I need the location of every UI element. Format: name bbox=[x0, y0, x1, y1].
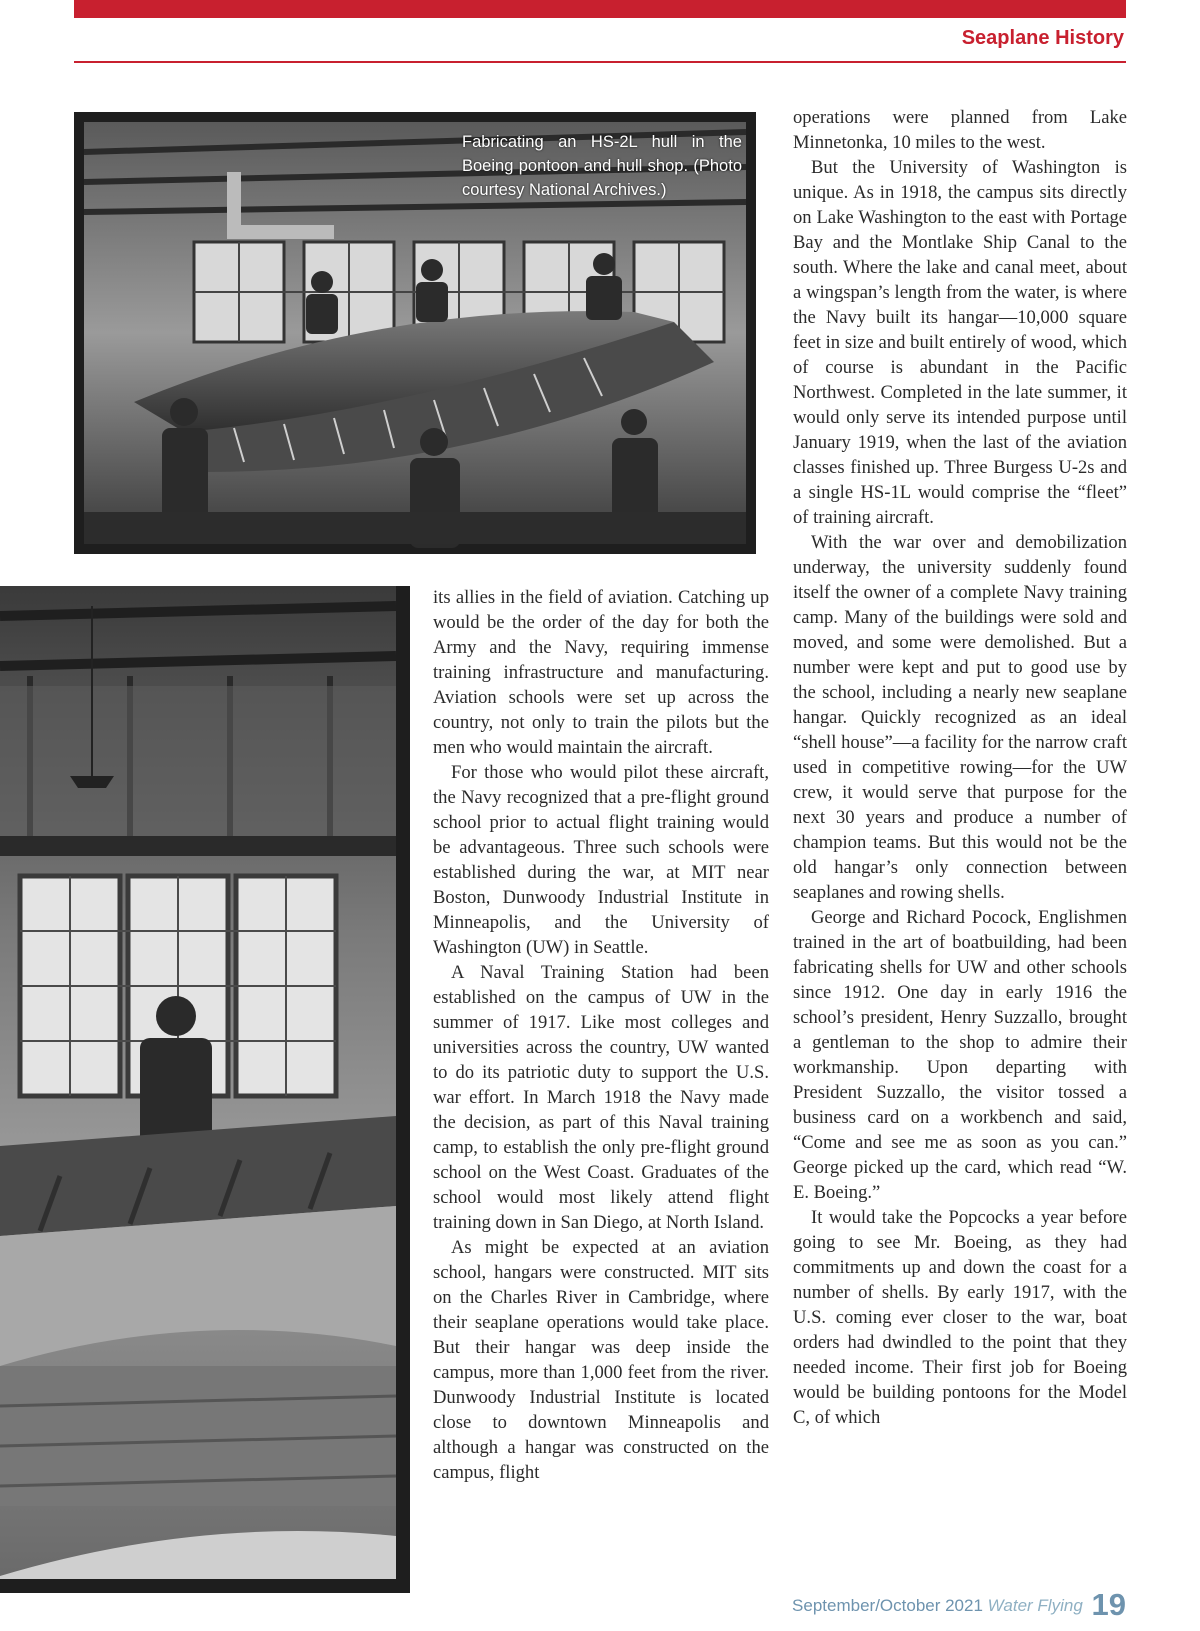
paragraph: George and Richard Pocock, Englishmen trained in the art of boatbuilding, had been fabricating shells for UW and other schools since 1912. One day in early 1916 the school’s president, Henry Suzzallo, brought a gentleman to the shop to admire their workmanship. Upon departing with President Suzzallo, the visitor tossed a business card on a workbench and said, “Come and see me as soon as you can.” George picked up the card, which read “W. E. Boeing.” bbox=[793, 907, 1127, 1203]
paragraph: As might be expected at an aviation school, hangars were constructed. MIT sits on the Charles River in Cambridge, where their seaplane operations would take place. But their hangar was deep inside the campus, more than 1,000 feet from the river. Dunwoody Industrial Institute is located close to downtown Minneapolis and although a hangar was constructed on the campus, flight bbox=[433, 1237, 769, 1483]
paragraph: But the University of Washington is unique. As in 1918, the campus sits directly on Lake Washington to the east with Portage Bay and the Montlake Ship Canal to the south. Where the lake and canal meet, about a wingspan’s length from the water, is where the Navy built its hangar—10,000 square feet in size and built entirely of wood, which of course is abundant in the Pacific Northwest. Completed in the late summer, it would only serve its intended purpose until January 1919, when the last of the aviation classes finished up. Three Burgess U-2s and a single HS-1L would comprise the “fleet” of training aircraft. bbox=[793, 157, 1127, 528]
page-footer bbox=[792, 1587, 1126, 1623]
article-column-middle bbox=[433, 585, 769, 1485]
paragraph: With the war over and demobilization underway, the university suddenly found itself the owner of a complete Navy training camp. Many of the buildings were sold and moved, and some were demolished. But a number were kept and put to good use by the school, including a nearly new seaplane hangar. Quickly recognized as an ideal “shell house”—a facility for the narrow craft used in competitive rowing—for the UW crew, it would serve that purpose for the next 30 years and produce a number of champion teams. But this would not be the old hangar’s only connection between seaplanes and rowing shells. bbox=[793, 532, 1127, 903]
hull-shop-photo bbox=[74, 112, 756, 554]
page-number: 19 bbox=[1091, 1587, 1126, 1622]
top-accent-bar bbox=[74, 0, 1126, 18]
article-column-right bbox=[793, 105, 1127, 1430]
paragraph: operations were planned from Lake Minnetonka, 10 miles to the west. bbox=[793, 107, 1127, 153]
section-title: Seaplane History bbox=[961, 27, 1124, 49]
workshop-photo bbox=[0, 586, 410, 1593]
paragraph: For those who would pilot these aircraft, the Navy recognized that a pre-flight ground school prior to actual flight training would be advantageous. Three such schools were established during the war, at MIT near Boston, Dunwoody Industrial Institute in Minneapolis, and the University of Washington (UW) in Seattle. bbox=[433, 762, 769, 958]
paragraph: its allies in the field of aviation. Catching up would be the order of the day for both the Army and the Navy, requiring immense training infrastructure and manufacturing. Aviation schools were set up across the country, not only to train the pilots but the men who would maintain the aircraft. bbox=[433, 587, 769, 758]
paragraph: A Naval Training Station had been established on the campus of UW in the summer of 1917. Like most colleges and universities across the country, UW wanted to do its patriotic duty to support the U.S. war effort. In March 1918 the Navy made the decision, as part of this Naval training camp, to establish the only pre-flight ground school on the West Coast. Graduates of the school would most likely attend flight training down in San Diego, at North Island. bbox=[433, 962, 769, 1233]
magazine-name: Water Flying bbox=[987, 1596, 1083, 1615]
photo-caption: Fabricating an HS-2L hull in the Boeing pontoon and hull shop. (Photo courtesy National Archives.) bbox=[462, 133, 742, 199]
header-rule bbox=[74, 61, 1126, 63]
workshop-photo-icon bbox=[0, 586, 410, 1593]
paragraph: It would take the Popcocks a year before going to see Mr. Boeing, as they had commitments up and down the coast for a number of shells. By early 1917, with the U.S. coming ever closer to the war, boat orders had dwindled to the point that they needed income. Their first job for Boeing would be building pontoons for the Model C, of which bbox=[793, 1207, 1127, 1428]
issue-date: September/October 2021 bbox=[792, 1596, 983, 1615]
